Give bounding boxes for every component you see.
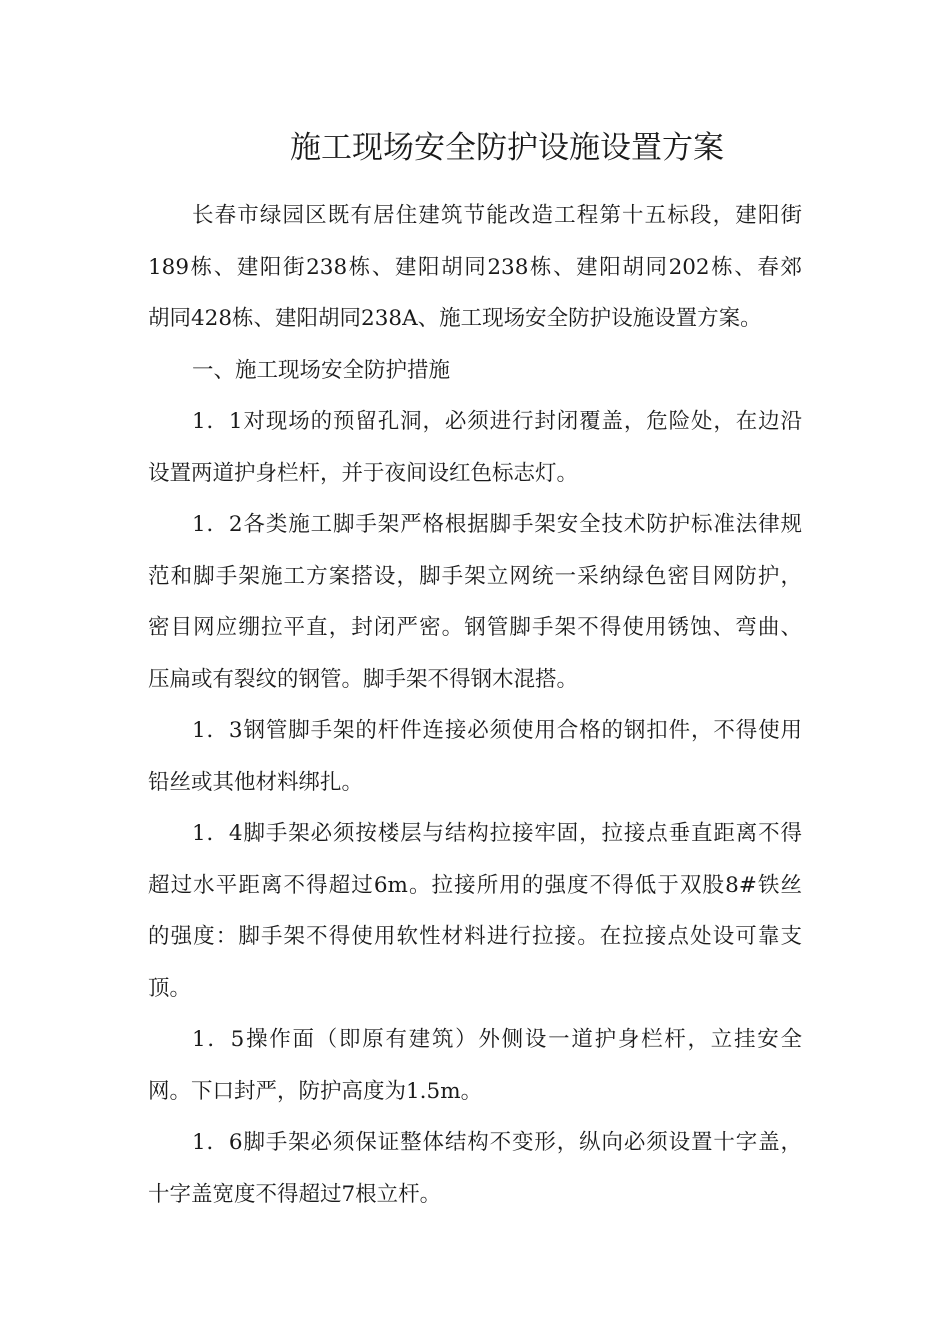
text-line: 一、施工现场安全防护措施 (192, 357, 451, 383)
text-line: 长春市绿园区既有居住建筑节能改造工程第十五标段，建阳街 (192, 203, 802, 228)
paragraph-1-5 (148, 1014, 802, 1117)
text-line: 1．6脚手架必须保证整体结构不变形，纵向必须设置十字盖， (192, 1130, 802, 1155)
text-line: 范和脚手架施工方案搭设，脚手架立网统一采纳绿色密目网防护， (148, 563, 802, 589)
text-line: 铅丝或其他材料绑扎。 (148, 769, 364, 795)
text-line: 顶。 (148, 975, 192, 1001)
text-line: 压扁或有裂纹的钢管。脚手架不得钢木混搭。 (148, 666, 579, 692)
paragraph-1-1 (148, 396, 802, 499)
text-line: 1．2各类施工脚手架严格根据脚手架安全技术防护标准法律规 (192, 512, 802, 537)
paragraph-intro (148, 190, 802, 345)
text-line: 1．1对现场的预留孔洞，必须进行封闭覆盖，危险处，在边沿 (192, 409, 802, 434)
text-line: 的强度：脚手架不得使用软性材料进行拉接。在拉接点处设可靠支 (148, 924, 802, 949)
paragraph-1-6 (148, 1117, 802, 1220)
text-line: 十字盖宽度不得超过7根立杆。 (148, 1181, 442, 1207)
text-line: 超过水平距离不得超过6m。拉接所用的强度不得低于双股8#铁丝 (148, 872, 802, 898)
document-body (148, 190, 802, 1220)
text-line: 189栋、建阳街238栋、建阳胡同238栋、建阳胡同202栋、春郊 (148, 254, 802, 280)
text-line: 密目网应绷拉平直，封闭严密。钢管脚手架不得使用锈蚀、弯曲、 (148, 615, 802, 640)
text-line: 1．5操作面（即原有建筑）外侧设一道护身栏杆，立挂安全 (192, 1027, 802, 1052)
text-line: 胡同428栋、建阳胡同238A、施工现场安全防护设施设置方案。 (148, 306, 762, 331)
section-heading (148, 345, 802, 397)
text-line: 网。下口封严，防护高度为1.5m。 (148, 1078, 483, 1104)
paragraph-1-4 (148, 808, 802, 1014)
document-title: 施工现场安全防护设施设置方案 (290, 130, 724, 166)
text-line: 1．3钢管脚手架的杆件连接必须使用合格的钢扣件，不得使用 (192, 718, 802, 743)
paragraph-1-3 (148, 705, 802, 808)
paragraph-1-2 (148, 499, 802, 705)
text-line: 设置两道护身栏杆，并于夜间设红色标志灯。 (148, 460, 579, 486)
text-line: 1．4脚手架必须按楼层与结构拉接牢固，拉接点垂直距离不得 (192, 821, 802, 846)
